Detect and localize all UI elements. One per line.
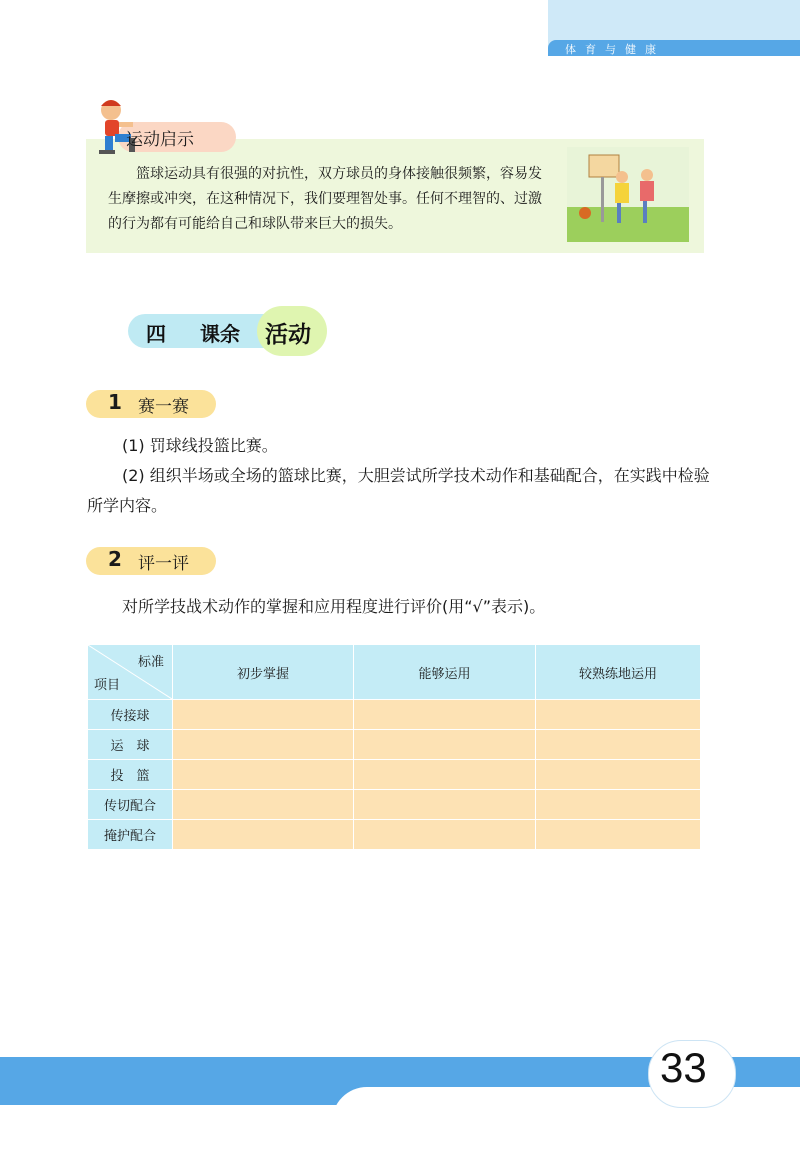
item-1: (1) 罚球线投篮比赛。 bbox=[122, 436, 278, 455]
page-number: 33 bbox=[660, 1044, 707, 1091]
row-label: 运 球 bbox=[88, 730, 173, 760]
evaluation-table bbox=[87, 644, 701, 850]
table-cell[interactable] bbox=[354, 820, 536, 850]
row-label: 投 篮 bbox=[88, 760, 173, 790]
table-cell[interactable] bbox=[536, 760, 701, 790]
table-cell[interactable] bbox=[354, 730, 536, 760]
table-row bbox=[88, 760, 701, 790]
table-row bbox=[88, 790, 701, 820]
table-cell[interactable] bbox=[536, 790, 701, 820]
row-label: 传切配合 bbox=[88, 790, 173, 820]
table-row bbox=[88, 820, 701, 850]
column-header: 较熟练地运用 bbox=[536, 645, 701, 700]
table-header-row bbox=[88, 645, 701, 700]
table-cell[interactable] bbox=[173, 760, 354, 790]
evaluation-instruction: 对所学技战术动作的掌握和应用程度进行评价(用“√”表示)。 bbox=[122, 597, 546, 616]
table-cell[interactable] bbox=[536, 700, 701, 730]
table-cell[interactable] bbox=[354, 700, 536, 730]
corner-label-bottom: 项目 bbox=[94, 678, 121, 693]
subheading-1-number: 1 bbox=[108, 390, 122, 414]
subheading-2-number: 2 bbox=[108, 547, 122, 571]
table-cell[interactable] bbox=[173, 820, 354, 850]
table-row bbox=[88, 730, 701, 760]
table-cell[interactable] bbox=[173, 730, 354, 760]
column-header: 能够运用 bbox=[354, 645, 536, 700]
section-title-part2: 活动 bbox=[265, 322, 311, 348]
table-cell[interactable] bbox=[354, 790, 536, 820]
table-cell[interactable] bbox=[173, 790, 354, 820]
table-cell[interactable] bbox=[536, 820, 701, 850]
footer-white-oval bbox=[332, 1087, 800, 1157]
column-header: 初步掌握 bbox=[173, 645, 354, 700]
section-number: 四 bbox=[146, 322, 166, 346]
table-cell[interactable] bbox=[173, 700, 354, 730]
subheading-1-title: 赛一赛 bbox=[138, 397, 189, 417]
item-2: (2) 组织半场或全场的篮球比赛，大胆尝试所学技术动作和基础配合，在实践中检验所学内容。 bbox=[87, 466, 710, 515]
tip-body: 篮球运动具有很强的对抗性，双方球员的身体接触很频繁，容易发生摩擦或冲突，在这种情况下，我们要理智处事。任何不理智的、过激的行为都有可能给自己和球队带来巨大的损失。 bbox=[108, 166, 542, 232]
row-label: 传接球 bbox=[88, 700, 173, 730]
subheading-2-title: 评一评 bbox=[138, 554, 189, 574]
section-title-part1: 课余 bbox=[200, 322, 240, 346]
header-title: 体育与健康 bbox=[565, 43, 665, 56]
table-cell[interactable] bbox=[354, 760, 536, 790]
basketball-players-illustration bbox=[567, 147, 689, 242]
tip-title: 运动启示 bbox=[126, 130, 194, 150]
table-row bbox=[88, 700, 701, 730]
table-corner-cell bbox=[88, 645, 173, 700]
corner-label-top: 标准 bbox=[137, 655, 164, 670]
table-cell[interactable] bbox=[536, 730, 701, 760]
row-label: 掩护配合 bbox=[88, 820, 173, 850]
